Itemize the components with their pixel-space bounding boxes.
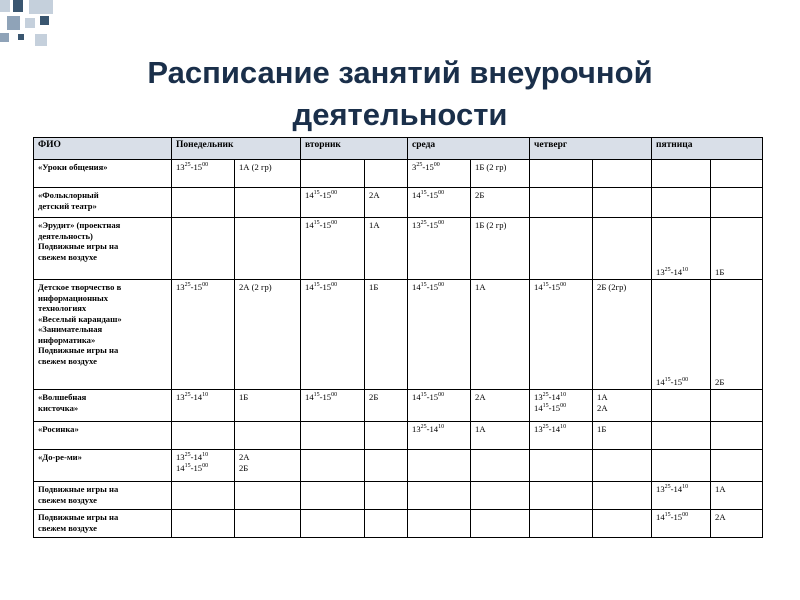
header-fio: ФИО [34, 138, 172, 160]
header-friday: пятница [652, 138, 763, 160]
table-row [34, 188, 763, 218]
time-cell-mon [172, 482, 235, 510]
group-cell-thu [593, 218, 652, 280]
time-cell-thu [530, 160, 593, 188]
page-title [0, 52, 800, 136]
time-cell-mon: $13^{25}-14^{10}$ [172, 390, 235, 422]
time-cell-thu [530, 218, 593, 280]
time-cell-thu [530, 510, 593, 538]
time-cell-fri: $13^{25}-14^{10}$ [652, 482, 711, 510]
time-cell-wed [408, 510, 471, 538]
group-cell-thu [593, 510, 652, 538]
group-cell-mon: 1Б [235, 390, 301, 422]
time-cell-tue [301, 482, 365, 510]
group-cell-wed: 2Б [471, 188, 530, 218]
group-cell-mon: 2А (2 гр) [235, 280, 301, 390]
group-cell-wed: 1Б (2 гр) [471, 218, 530, 280]
group-cell-fri [711, 188, 763, 218]
time-cell-tue: $14^{15}-15^{00}$ [301, 188, 365, 218]
table-row [34, 482, 763, 510]
table-row [34, 218, 763, 280]
table-row [34, 510, 763, 538]
group-cell-tue: 2А [365, 188, 408, 218]
deco-square-1 [0, 0, 10, 12]
group-cell-wed [471, 510, 530, 538]
header-row [34, 138, 763, 160]
group-cell-thu: 1А 2А [593, 390, 652, 422]
time-cell-tue [301, 160, 365, 188]
time-cell-wed: $14^{15}-15^{00}$ [408, 390, 471, 422]
time-cell-wed: $3^{25}-15^{00}$ [408, 160, 471, 188]
time-cell-fri [652, 450, 711, 482]
time-cell-thu: $13^{25}-14^{10}$ [530, 422, 593, 450]
time-cell-mon [172, 510, 235, 538]
time-cell-mon: $13^{25}-15^{00}$ [172, 280, 235, 390]
time-cell-wed [408, 482, 471, 510]
group-cell-tue: 1Б [365, 280, 408, 390]
activity-name: Детское творчество в информационных технологиях «Веселый карандаш» «Занимательная информатика» Подвижные игры на свежем воздухе [34, 280, 172, 390]
group-cell-mon [235, 482, 301, 510]
time-cell-tue: $14^{15}-15^{00}$ [301, 218, 365, 280]
group-cell-tue [365, 482, 408, 510]
schedule-body [34, 160, 763, 538]
time-cell-wed: $14^{15}-15^{00}$ [408, 280, 471, 390]
group-cell-mon [235, 422, 301, 450]
time-cell-wed: $13^{25}-14^{10}$ [408, 422, 471, 450]
time-cell-tue [301, 450, 365, 482]
table-row [34, 280, 763, 390]
group-cell-tue: 1А [365, 218, 408, 280]
time-cell-thu [530, 482, 593, 510]
time-cell-wed: $13^{25}-15^{00}$ [408, 218, 471, 280]
group-cell-thu: 2Б (2гр) [593, 280, 652, 390]
header-thursday: четверг [530, 138, 652, 160]
deco-square-9 [35, 34, 47, 46]
time-cell-tue: $14^{15}-15^{00}$ [301, 390, 365, 422]
deco-square-7 [0, 33, 9, 42]
table-row [34, 160, 763, 188]
time-cell-wed: $14^{15}-15^{00}$ [408, 188, 471, 218]
time-cell-fri [652, 160, 711, 188]
group-cell-fri: 1А [711, 482, 763, 510]
time-cell-mon [172, 218, 235, 280]
time-cell-thu [530, 450, 593, 482]
activity-name: «До-ре-ми» [34, 450, 172, 482]
group-cell-fri [711, 160, 763, 188]
time-cell-fri: $14^{15}-15^{00}$ [652, 510, 711, 538]
deco-square-6 [40, 16, 49, 25]
time-cell-fri [652, 390, 711, 422]
group-cell-thu [593, 450, 652, 482]
group-cell-mon: 1А (2 гр) [235, 160, 301, 188]
activity-name: «Росинка» [34, 422, 172, 450]
header-monday: Понедельник [172, 138, 301, 160]
decorative-squares [0, 0, 60, 48]
time-cell-tue [301, 510, 365, 538]
time-cell-thu: $13^{25}-14^{10}$ $14^{15}-15^{00}$ [530, 390, 593, 422]
group-cell-tue [365, 160, 408, 188]
deco-square-4 [7, 16, 20, 30]
header-wednesday: среда [408, 138, 530, 160]
group-cell-fri: 2Б [711, 280, 763, 390]
time-cell-mon [172, 188, 235, 218]
group-cell-thu [593, 188, 652, 218]
time-cell-mon: $13^{25}-14^{10}$ $14^{15}-15^{00}$ [172, 450, 235, 482]
time-cell-wed [408, 450, 471, 482]
activity-name: «Уроки общения» [34, 160, 172, 188]
time-cell-fri: $14^{15}-15^{00}$ [652, 280, 711, 390]
group-cell-thu [593, 160, 652, 188]
group-cell-tue [365, 450, 408, 482]
group-cell-mon [235, 188, 301, 218]
time-cell-thu: $14^{15}-15^{00}$ [530, 280, 593, 390]
activity-name: «Эрудит» (проектная деятельность) Подвижные игры на свежем воздухе [34, 218, 172, 280]
deco-square-2 [13, 0, 23, 12]
group-cell-fri [711, 422, 763, 450]
group-cell-tue [365, 510, 408, 538]
activity-name: Подвижные игры на свежем воздухе [34, 510, 172, 538]
group-cell-mon: 2А 2Б [235, 450, 301, 482]
title-line-2: деятельности [292, 97, 508, 132]
deco-square-3 [29, 0, 53, 14]
group-cell-fri: 1Б [711, 218, 763, 280]
activity-name: «Фольклорный детский театр» [34, 188, 172, 218]
group-cell-mon [235, 510, 301, 538]
time-cell-thu [530, 188, 593, 218]
time-cell-fri [652, 422, 711, 450]
group-cell-wed [471, 482, 530, 510]
group-cell-tue: 2Б [365, 390, 408, 422]
group-cell-wed [471, 450, 530, 482]
time-cell-tue: $14^{15}-15^{00}$ [301, 280, 365, 390]
group-cell-tue [365, 422, 408, 450]
activity-name: Подвижные игры на свежем воздухе [34, 482, 172, 510]
group-cell-fri [711, 450, 763, 482]
group-cell-mon [235, 218, 301, 280]
table-row [34, 422, 763, 450]
schedule-table [33, 137, 763, 538]
header-tuesday: вторник [301, 138, 408, 160]
group-cell-wed: 2А [471, 390, 530, 422]
group-cell-fri: 2А [711, 510, 763, 538]
time-cell-fri: $13^{25}-14^{10}$ [652, 218, 711, 280]
title-line-1: Расписание занятий внеурочной [147, 55, 653, 90]
table-row [34, 450, 763, 482]
table-row [34, 390, 763, 422]
group-cell-fri [711, 390, 763, 422]
time-cell-fri [652, 188, 711, 218]
time-cell-mon: $13^{25}-15^{00}$ [172, 160, 235, 188]
activity-name: «Волшебная кисточка» [34, 390, 172, 422]
group-cell-wed: 1А [471, 422, 530, 450]
group-cell-thu [593, 482, 652, 510]
group-cell-wed: 1Б (2 гр) [471, 160, 530, 188]
deco-square-8 [18, 34, 24, 40]
time-cell-mon [172, 422, 235, 450]
group-cell-thu: 1Б [593, 422, 652, 450]
group-cell-wed: 1А [471, 280, 530, 390]
time-cell-tue [301, 422, 365, 450]
deco-square-5 [25, 18, 35, 28]
